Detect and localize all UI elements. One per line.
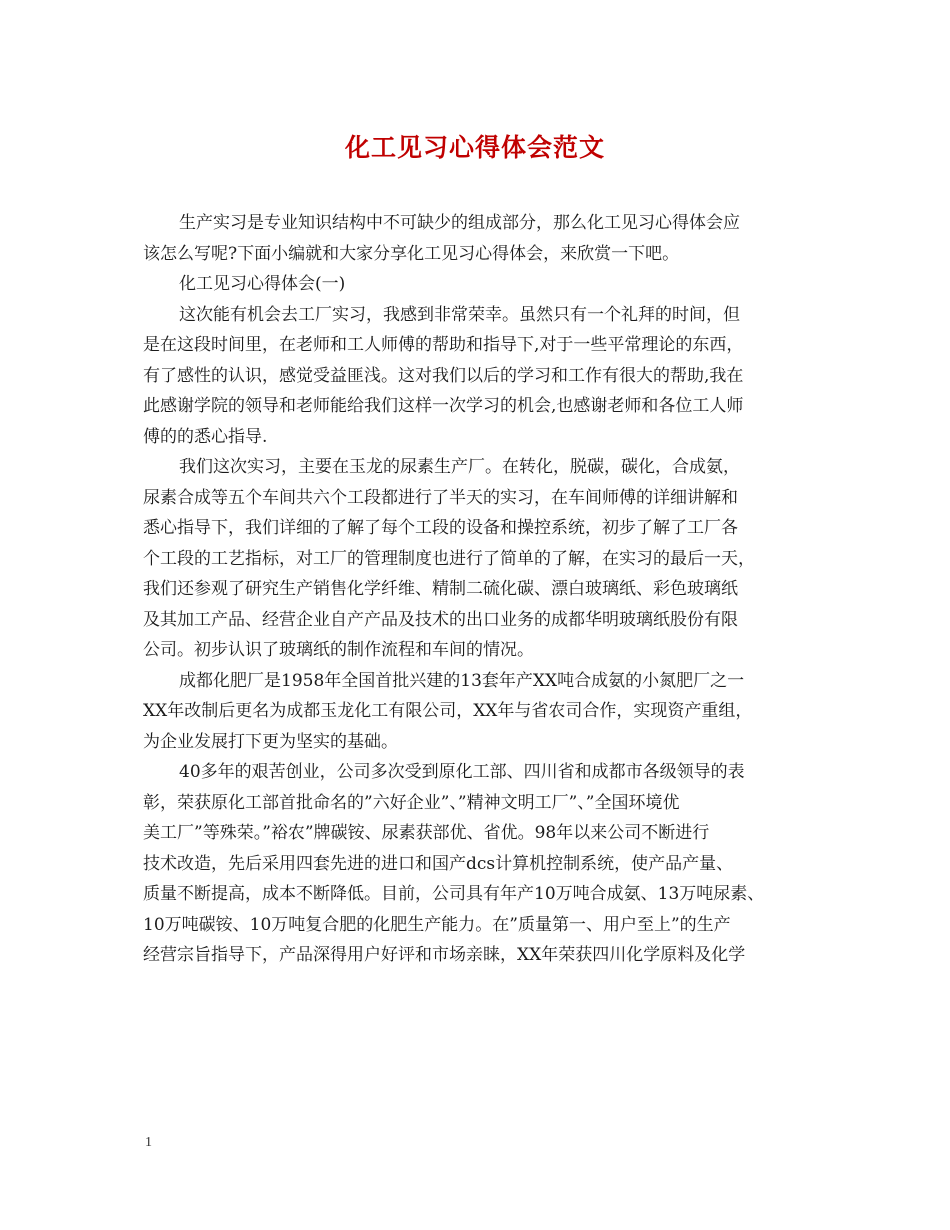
paragraph-line: 技术改造，先后采用四套先进的进口和国产dcs计算机控制系统，使产品产量、 [143,853,734,874]
paragraph-line: 个工段的工艺指标，对工厂的管理制度也进行了简单的了解，在实习的最后一天， [143,548,755,569]
paragraph-line: 我们这次实习，主要在玉龙的尿素生产厂。在转化，脱碳，碳化，合成氨， [179,457,740,477]
paragraph-line: 此感谢学院的领导和老师能给我们这样一次学习的机会,也感谢老师和各位工人师 [143,396,744,416]
paragraph-line: 公司。初步认识了玻璃纸的制作流程和车间的情况。 [143,640,534,660]
paragraph-line: 质量不断提高，成本不断降低。目前，公司具有年产10万吨合成氨、13万吨尿素、 [143,884,765,904]
paragraph-line: 及其加工产品、经营企业自产产品及技术的出口业务的成都华明玻璃纸股份有限 [143,609,738,630]
paragraph-line: 傅的的悉心指导. [143,426,268,447]
paragraph-line: 悉心指导下，我们详细的了解了每个工段的设备和操控系统，初步了解了工厂各 [143,518,738,538]
paragraph-line: 美工厂”等殊荣。”裕农”牌碳铵、尿素获部优、省优。98年以来公司不断进行 [143,823,710,843]
paragraph-line: 10万吨碳铵、10万吨复合肥的化肥生产能力。在”质量第一、用户至上”的生产 [143,914,731,935]
document-body [143,208,811,971]
paragraph-line: 生产实习是专业知识结构中不可缺少的组成部分，那么化工见习心得体会应 [179,213,740,233]
paragraph-line: 为企业发展打下更为坚实的基础。 [143,731,398,752]
paragraph-line: 这次能有机会去工厂实习，我感到非常荣幸。虽然只有一个礼拜的时间，但 [179,304,740,325]
paragraph-line: 我们还参观了研究生产销售化学纤维、精制二硫化碳、漂白玻璃纸、彩色玻璃纸 [143,579,738,599]
paragraph-line: 是在这段时间里，在老师和工人师傅的帮助和指导下,对于一些平常理论的东西， [143,335,744,355]
paragraph-line: 成都化肥厂是1958年全国首批兴建的13套年产XX吨合成氨的小氮肥厂之一 [179,670,745,691]
paragraph-line: 彰，荣获原化工部首批命名的”六好企业”、”精神文明工厂”、”全国环境优 [143,792,680,813]
paragraph-line: 有了感性的认识，感觉受益匪浅。这对我们以后的学习和工作有很大的帮助,我在 [143,365,744,386]
paragraph-line: 经营宗旨指导下，产品深得用户好评和市场亲睐，XX年荣获四川化学原料及化学 [143,945,746,965]
document-title: 化工见习心得体会范文 [344,133,605,162]
paragraph-line: 该怎么写呢?下面小编就和大家分享化工见习心得体会，来欣赏一下吧。 [143,243,680,264]
page-number: 1 [145,1135,152,1150]
section-heading: 化工见习心得体会(一) [179,274,346,294]
paragraph-line: 40多年的艰苦创业，公司多次受到原化工部、四川省和成都市各级领导的表 [179,762,745,782]
paragraph-line: XX年改制后更名为成都玉龙化工有限公司，XX年与省农司合作，实现资产重组， [143,701,753,721]
paragraph-line: 尿素合成等五个车间共六个工段都进行了半天的实习，在车间师傅的详细讲解和 [143,487,738,508]
